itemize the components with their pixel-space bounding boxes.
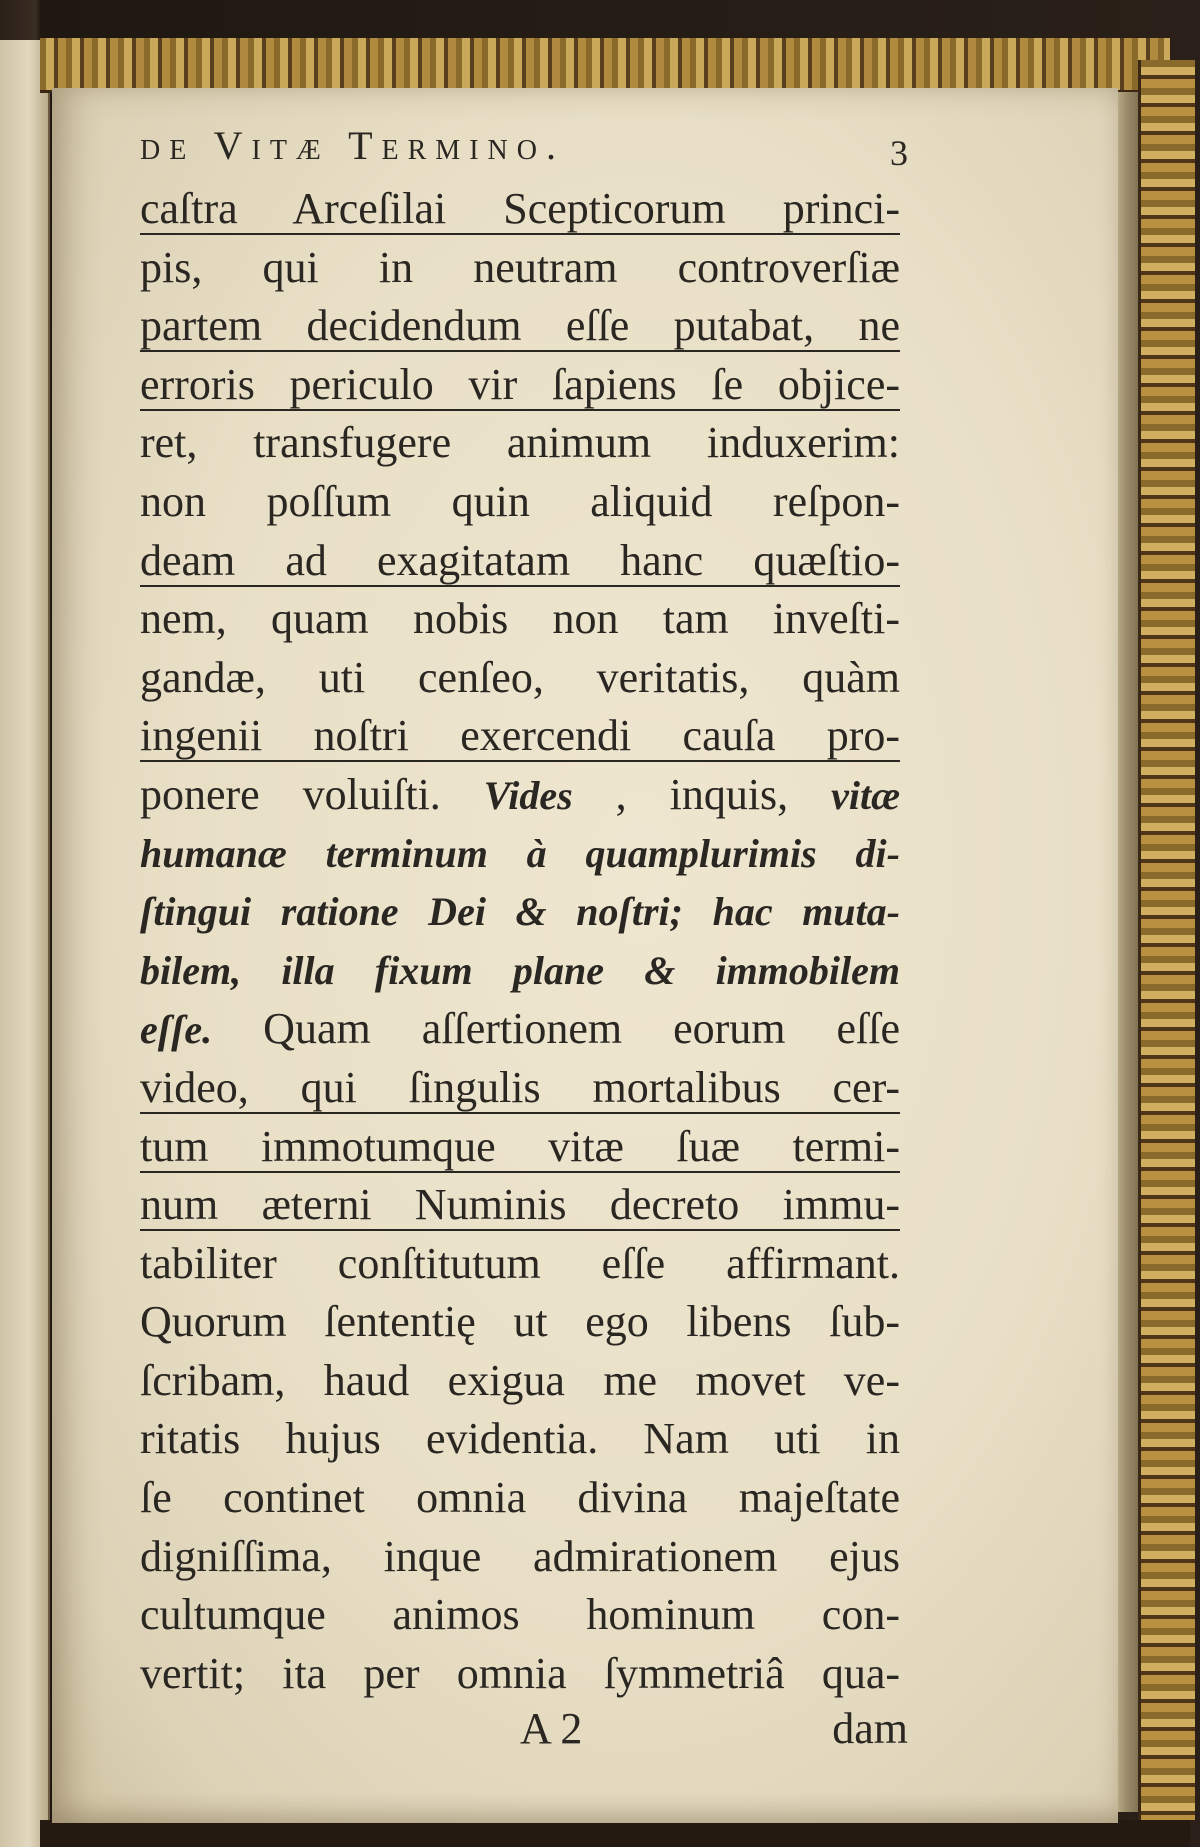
ornamental-border-right <box>1138 60 1195 1820</box>
italic-line: ſtingui ratione Dei & noſtri; hac muta- <box>140 889 900 935</box>
text-line: cultumque animos hominum con- <box>140 1590 900 1640</box>
text-line <box>140 1059 900 1118</box>
text-line <box>140 532 900 591</box>
text-line <box>140 356 900 415</box>
text-line: ritatis hujus evidentia. Nam uti in <box>140 1414 900 1464</box>
text-line-content: caſtra Arceſilai Scepticorum princi- <box>140 184 900 233</box>
text-line: gandæ, uti cenſeo, veritatis, quàm <box>140 652 900 702</box>
catchword: dam <box>832 1704 908 1754</box>
text-block <box>140 118 908 1761</box>
running-head <box>140 118 908 180</box>
text-line <box>140 707 900 766</box>
text-line: Quorum ſententię ut ego libens ſub- <box>140 1297 900 1347</box>
text-line-mixed: ponere voluiſti. Vides , inquis, vitæ <box>140 769 901 819</box>
text-line: vertit; ita per omnia ſymmetriâ qua- <box>140 1648 900 1698</box>
text-line: ſe continet omnia divina majeſtate <box>140 1473 900 1523</box>
italic-segment: eſſe. <box>140 1007 213 1053</box>
running-head-title: de Vitæ Termino. <box>140 123 565 168</box>
italic-line: bilem, illa fixum plane & immobilem <box>140 947 900 993</box>
text-line-content: erroris periculo vir ſapiens ſe objice- <box>140 359 900 409</box>
text-line-content: ingenii noſtri exercendi cauſa pro- <box>140 711 900 761</box>
ornamental-border-top <box>40 38 1170 93</box>
text-line: tabiliter conſtitutum eſſe affirmant. <box>140 1238 900 1288</box>
text-line <box>140 1176 900 1235</box>
page-footer <box>140 1703 908 1761</box>
text-segment: Quam aſſertionem eorum eſſe <box>263 1004 901 1054</box>
text-line: ret, transfugere animum induxerim: <box>140 418 900 468</box>
text-line-mixed <box>140 1000 900 1059</box>
text-line-content: video, qui ſingulis mortalibus cer- <box>140 1062 900 1112</box>
text-line <box>140 1118 900 1177</box>
italic-segment: vitæ <box>831 772 901 818</box>
text-line: non poſſum quin aliquid reſpon- <box>140 476 900 526</box>
text-segment: ponere voluiſti. <box>140 769 441 819</box>
text-line: ſcribam, haud exigua me movet ve- <box>140 1355 900 1405</box>
text-line-content: tum immotumque vitæ ſuæ termi- <box>140 1121 900 1171</box>
text-line-content: num æterni Numinis decreto immu- <box>140 1180 900 1230</box>
text-line: pis, qui in neutram controverſiæ <box>140 242 900 292</box>
italic-line: humanæ terminum à quamplurimis di- <box>140 830 900 876</box>
text-line <box>140 297 900 356</box>
text-segment: inquis, <box>669 769 789 819</box>
text-line-content: partem decidendum eſſe putabat, ne <box>140 301 900 351</box>
italic-segment: Vides <box>483 772 573 818</box>
text-line: nem, quam nobis non tam inveſti- <box>140 594 900 644</box>
text-line-content: deam ad exagitatam hanc quæſtio- <box>140 535 900 585</box>
facing-page-edge <box>0 40 50 1847</box>
text-line <box>140 180 900 239</box>
page-number: 3 <box>890 133 908 173</box>
signature-mark: A 2 <box>520 1704 583 1754</box>
binding-shadow <box>40 1820 1190 1847</box>
text-line: digniſſima, inque admirationem ejus <box>140 1531 900 1581</box>
